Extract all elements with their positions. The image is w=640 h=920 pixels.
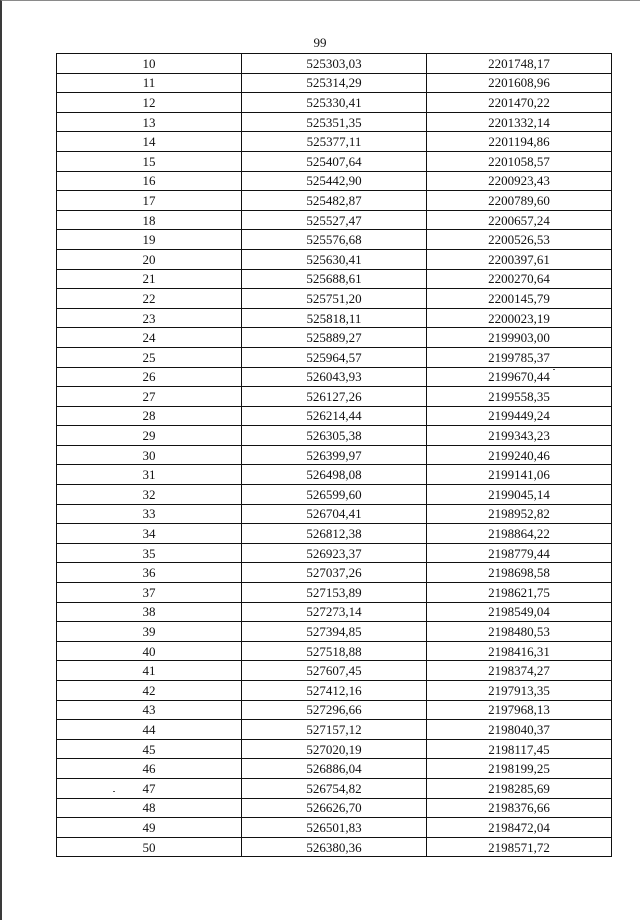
table-row bbox=[57, 387, 612, 407]
table-row bbox=[57, 191, 612, 211]
y-coordinate-cell: 2198952,82 bbox=[427, 504, 612, 524]
y-coordinate-cell: 2198199,25 bbox=[427, 759, 612, 779]
point-number-cell: 10 bbox=[57, 54, 242, 74]
point-number-cell: 41 bbox=[57, 661, 242, 681]
y-coordinate-cell: 2198698,58 bbox=[427, 563, 612, 583]
table-row bbox=[57, 328, 612, 348]
y-coordinate-cell: 2200657,24 bbox=[427, 210, 612, 230]
y-coordinate-cell: 2198480,53 bbox=[427, 622, 612, 642]
x-coordinate-cell: 527607,45 bbox=[242, 661, 427, 681]
x-coordinate-cell: 526626,70 bbox=[242, 798, 427, 818]
x-coordinate-cell: 526214,44 bbox=[242, 406, 427, 426]
x-coordinate-cell: 526501,83 bbox=[242, 818, 427, 838]
x-coordinate-cell: 527273,14 bbox=[242, 602, 427, 622]
table-row bbox=[57, 524, 612, 544]
y-coordinate-cell: 2198779,44 bbox=[427, 543, 612, 563]
point-number-cell: 42 bbox=[57, 681, 242, 701]
table-row bbox=[57, 818, 612, 838]
y-coordinate-cell: 2200526,53 bbox=[427, 230, 612, 250]
table-row bbox=[57, 504, 612, 524]
point-number-cell: 44 bbox=[57, 720, 242, 740]
point-number-cell: 12 bbox=[57, 93, 242, 113]
x-coordinate-cell: 526599,60 bbox=[242, 485, 427, 505]
point-number-cell: 25 bbox=[57, 347, 242, 367]
point-number-cell: 29 bbox=[57, 426, 242, 446]
table-row bbox=[57, 171, 612, 191]
point-number-cell: 33 bbox=[57, 504, 242, 524]
point-number-cell: 32 bbox=[57, 485, 242, 505]
y-coordinate-cell: 2201332,14 bbox=[427, 112, 612, 132]
coordinates-table bbox=[56, 53, 612, 857]
y-coordinate-cell: 2200023,19 bbox=[427, 308, 612, 328]
table-row bbox=[57, 798, 612, 818]
x-coordinate-cell: 525482,87 bbox=[242, 191, 427, 211]
x-coordinate-cell: 526380,36 bbox=[242, 837, 427, 857]
table-row bbox=[57, 367, 612, 387]
scan-speck bbox=[113, 791, 115, 792]
table-row bbox=[57, 426, 612, 446]
point-number-cell: 37 bbox=[57, 583, 242, 603]
table-row bbox=[57, 230, 612, 250]
point-number-cell: 36 bbox=[57, 563, 242, 583]
x-coordinate-cell: 526043,93 bbox=[242, 367, 427, 387]
table-row bbox=[57, 406, 612, 426]
x-coordinate-cell: 526127,26 bbox=[242, 387, 427, 407]
x-coordinate-cell: 527037,26 bbox=[242, 563, 427, 583]
table-row bbox=[57, 54, 612, 74]
table-row bbox=[57, 837, 612, 857]
y-coordinate-cell: 2199240,46 bbox=[427, 445, 612, 465]
x-coordinate-cell: 525751,20 bbox=[242, 289, 427, 309]
y-coordinate-cell: 2199343,23 bbox=[427, 426, 612, 446]
x-coordinate-cell: 527020,19 bbox=[242, 739, 427, 759]
x-coordinate-cell: 526923,37 bbox=[242, 543, 427, 563]
point-number-cell: 21 bbox=[57, 269, 242, 289]
y-coordinate-cell: 2198040,37 bbox=[427, 720, 612, 740]
x-coordinate-cell: 527296,66 bbox=[242, 700, 427, 720]
table-row bbox=[57, 563, 612, 583]
y-coordinate-cell: 2199785,37 bbox=[427, 347, 612, 367]
table-row bbox=[57, 622, 612, 642]
x-coordinate-cell: 526305,38 bbox=[242, 426, 427, 446]
y-coordinate-cell: 2198549,04 bbox=[427, 602, 612, 622]
point-number-cell: 30 bbox=[57, 445, 242, 465]
y-coordinate-cell: 2198374,27 bbox=[427, 661, 612, 681]
x-coordinate-cell: 525351,35 bbox=[242, 112, 427, 132]
point-number-cell: 46 bbox=[57, 759, 242, 779]
y-coordinate-cell: 2199045,14 bbox=[427, 485, 612, 505]
point-number-cell: 48 bbox=[57, 798, 242, 818]
table-row bbox=[57, 93, 612, 113]
coordinates-table-body bbox=[57, 54, 612, 857]
table-row bbox=[57, 543, 612, 563]
y-coordinate-cell: 2200397,61 bbox=[427, 249, 612, 269]
point-number-cell: 39 bbox=[57, 622, 242, 642]
y-coordinate-cell: 2201608,96 bbox=[427, 73, 612, 93]
point-number-cell: 15 bbox=[57, 151, 242, 171]
point-number-cell: 43 bbox=[57, 700, 242, 720]
point-number-cell: 22 bbox=[57, 289, 242, 309]
page-number: 99 bbox=[313, 35, 327, 50]
y-coordinate-cell: 2198416,31 bbox=[427, 641, 612, 661]
table-row bbox=[57, 445, 612, 465]
x-coordinate-cell: 527518,88 bbox=[242, 641, 427, 661]
x-coordinate-cell: 527153,89 bbox=[242, 583, 427, 603]
y-coordinate-cell: 2199558,35 bbox=[427, 387, 612, 407]
table-row bbox=[57, 269, 612, 289]
table-row bbox=[57, 485, 612, 505]
point-number-cell: 31 bbox=[57, 465, 242, 485]
table-row bbox=[57, 583, 612, 603]
table-row bbox=[57, 661, 612, 681]
y-coordinate-cell: 2199903,00 bbox=[427, 328, 612, 348]
y-coordinate-cell: 2198472,04 bbox=[427, 818, 612, 838]
x-coordinate-cell: 525576,68 bbox=[242, 230, 427, 250]
x-coordinate-cell: 526399,97 bbox=[242, 445, 427, 465]
point-number-cell: 50 bbox=[57, 837, 242, 857]
x-coordinate-cell: 525889,27 bbox=[242, 328, 427, 348]
x-coordinate-cell: 525818,11 bbox=[242, 308, 427, 328]
table-row bbox=[57, 132, 612, 152]
x-coordinate-cell: 526704,41 bbox=[242, 504, 427, 524]
y-coordinate-cell: 2200923,43 bbox=[427, 171, 612, 191]
table-row bbox=[57, 73, 612, 93]
y-coordinate-cell: 2199670,44 bbox=[427, 367, 612, 387]
x-coordinate-cell: 525303,03 bbox=[242, 54, 427, 74]
x-coordinate-cell: 527394,85 bbox=[242, 622, 427, 642]
y-coordinate-cell: 2200789,60 bbox=[427, 191, 612, 211]
y-coordinate-cell: 2198376,66 bbox=[427, 798, 612, 818]
scan-speck bbox=[553, 369, 555, 370]
y-coordinate-cell: 2201748,17 bbox=[427, 54, 612, 74]
y-coordinate-cell: 2201058,57 bbox=[427, 151, 612, 171]
x-coordinate-cell: 527412,16 bbox=[242, 681, 427, 701]
point-number-cell: 40 bbox=[57, 641, 242, 661]
table-row bbox=[57, 249, 612, 269]
point-number-cell: 23 bbox=[57, 308, 242, 328]
point-number-cell: 11 bbox=[57, 73, 242, 93]
table-row bbox=[57, 641, 612, 661]
y-coordinate-cell: 2198285,69 bbox=[427, 778, 612, 798]
table-row bbox=[57, 681, 612, 701]
x-coordinate-cell: 526812,38 bbox=[242, 524, 427, 544]
point-number-cell: 20 bbox=[57, 249, 242, 269]
table-row bbox=[57, 720, 612, 740]
y-coordinate-cell: 2198621,75 bbox=[427, 583, 612, 603]
point-number-cell: 38 bbox=[57, 602, 242, 622]
point-number-cell: 49 bbox=[57, 818, 242, 838]
table-row bbox=[57, 778, 612, 798]
x-coordinate-cell: 525377,11 bbox=[242, 132, 427, 152]
y-coordinate-cell: 2197913,35 bbox=[427, 681, 612, 701]
table-row bbox=[57, 308, 612, 328]
y-coordinate-cell: 2197968,13 bbox=[427, 700, 612, 720]
x-coordinate-cell: 525964,57 bbox=[242, 347, 427, 367]
y-coordinate-cell: 2198117,45 bbox=[427, 739, 612, 759]
point-number-cell: 24 bbox=[57, 328, 242, 348]
point-number-cell: 13 bbox=[57, 112, 242, 132]
point-number-cell: 45 bbox=[57, 739, 242, 759]
point-number-cell: 19 bbox=[57, 230, 242, 250]
y-coordinate-cell: 2199141,06 bbox=[427, 465, 612, 485]
x-coordinate-cell: 525407,64 bbox=[242, 151, 427, 171]
y-coordinate-cell: 2198864,22 bbox=[427, 524, 612, 544]
y-coordinate-cell: 2200270,64 bbox=[427, 269, 612, 289]
x-coordinate-cell: 526886,04 bbox=[242, 759, 427, 779]
x-coordinate-cell: 525314,29 bbox=[242, 73, 427, 93]
point-number-cell: 18 bbox=[57, 210, 242, 230]
point-number-cell: 28 bbox=[57, 406, 242, 426]
table-row bbox=[57, 602, 612, 622]
x-coordinate-cell: 525527,47 bbox=[242, 210, 427, 230]
x-coordinate-cell: 525330,41 bbox=[242, 93, 427, 113]
y-coordinate-cell: 2201470,22 bbox=[427, 93, 612, 113]
point-number-cell: 16 bbox=[57, 171, 242, 191]
y-coordinate-cell: 2201194,86 bbox=[427, 132, 612, 152]
x-coordinate-cell: 527157,12 bbox=[242, 720, 427, 740]
y-coordinate-cell: 2200145,79 bbox=[427, 289, 612, 309]
x-coordinate-cell: 525630,41 bbox=[242, 249, 427, 269]
y-coordinate-cell: 2198571,72 bbox=[427, 837, 612, 857]
table-row bbox=[57, 465, 612, 485]
x-coordinate-cell: 525688,61 bbox=[242, 269, 427, 289]
point-number-cell: 47 bbox=[57, 778, 242, 798]
x-coordinate-cell: 526754,82 bbox=[242, 778, 427, 798]
table-row bbox=[57, 347, 612, 367]
point-number-cell: 26 bbox=[57, 367, 242, 387]
table-row bbox=[57, 151, 612, 171]
table-row bbox=[57, 112, 612, 132]
table-row bbox=[57, 700, 612, 720]
point-number-cell: 27 bbox=[57, 387, 242, 407]
point-number-cell: 14 bbox=[57, 132, 242, 152]
table-row bbox=[57, 759, 612, 779]
point-number-cell: 35 bbox=[57, 543, 242, 563]
y-coordinate-cell: 2199449,24 bbox=[427, 406, 612, 426]
point-number-cell: 17 bbox=[57, 191, 242, 211]
table-row bbox=[57, 739, 612, 759]
table-row bbox=[57, 289, 612, 309]
x-coordinate-cell: 525442,90 bbox=[242, 171, 427, 191]
point-number-cell: 34 bbox=[57, 524, 242, 544]
table-row bbox=[57, 210, 612, 230]
x-coordinate-cell: 526498,08 bbox=[242, 465, 427, 485]
